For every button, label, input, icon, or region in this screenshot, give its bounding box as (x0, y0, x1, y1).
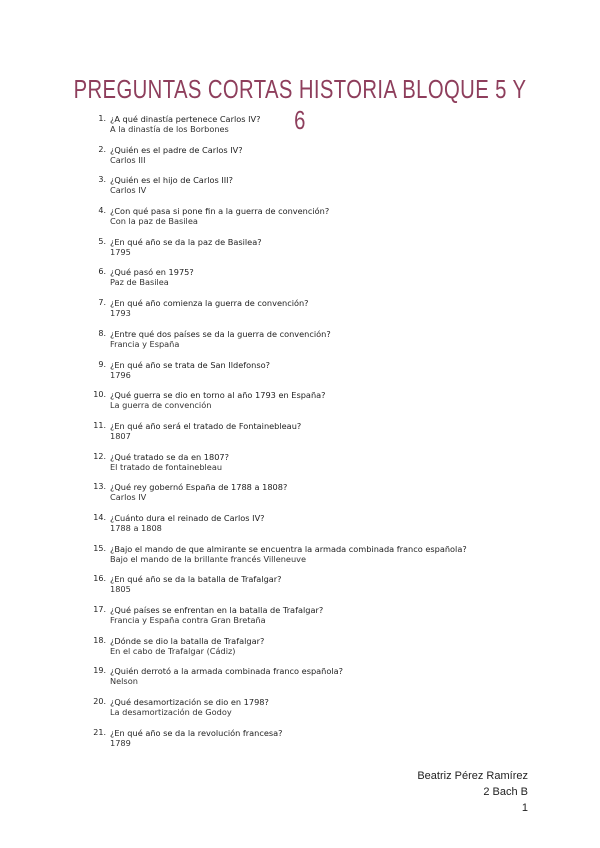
answer-text: 1788 a 1808 (110, 522, 162, 533)
page-number: 1 (521, 802, 528, 814)
answer-text: 1793 (110, 308, 131, 319)
answer-text: Paz de Basilea (110, 277, 169, 288)
question-text: ¿En qué año será el tratado de Fontainebleau? (110, 420, 302, 431)
question-number: 18. (93, 635, 106, 645)
page-title: PREGUNTAS CORTAS HISTORIA BLOQUE 5 Y 6 (73, 74, 527, 135)
question-item (90, 114, 550, 145)
question-number: 1. (98, 114, 106, 123)
question-text: ¿En qué año se da la batalla de Trafalgar? (110, 574, 282, 585)
question-number: 16. (93, 574, 106, 584)
question-number: 17. (93, 605, 106, 614)
question-item (90, 605, 550, 636)
answer-text: 1807 (110, 430, 131, 441)
answer-text: Nelson (110, 676, 138, 687)
question-number: 7. (98, 298, 106, 308)
question-item (90, 452, 550, 483)
question-text: ¿Qué desamortización se dio en 1798? (110, 697, 269, 708)
answer-text: Con la paz de Basilea (110, 216, 198, 227)
question-text: ¿Qué países se enfrentan en la batalla de Trafalgar? (110, 605, 324, 615)
question-item (90, 206, 550, 237)
answer-text: En el cabo de Trafalgar (Cádiz) (110, 645, 236, 656)
answer-text: 1805 (110, 584, 131, 595)
question-item (90, 666, 550, 697)
question-item (90, 267, 550, 298)
question-item (90, 421, 550, 452)
question-text: ¿Entre qué dos países se da la guerra de convención? (110, 328, 331, 339)
question-text: ¿Qué rey gobernó España de 1788 a 1808? (110, 482, 288, 493)
question-text: ¿Cuánto dura el reinado de Carlos IV? (110, 512, 265, 523)
answer-text: Carlos IV (110, 185, 147, 196)
question-item (90, 329, 550, 360)
question-item (90, 544, 550, 575)
question-text: ¿Qué guerra se dio en torno al año 1793 en España? (110, 390, 326, 401)
answer-text: 1795 (110, 246, 131, 257)
question-number: 15. (93, 543, 106, 553)
question-number: 11. (93, 420, 106, 430)
answer-text: Francia y España contra Gran Bretaña (110, 615, 266, 625)
question-text: ¿En qué año se trata de San Ildefonso? (110, 359, 270, 370)
question-item (90, 237, 550, 268)
question-number: 10. (93, 390, 106, 400)
question-number: 8. (98, 328, 106, 338)
question-number: 14. (93, 512, 106, 522)
question-number: 4. (98, 206, 106, 216)
question-number: 13. (93, 482, 106, 492)
answer-text: La guerra de convención (110, 400, 212, 411)
question-text: ¿En qué año comienza la guerra de convención? (110, 298, 309, 309)
question-text: ¿Dónde se dio la batalla de Trafalgar? (110, 635, 265, 646)
class-label: 2 Bach B (483, 786, 528, 798)
question-text: ¿Qué tratado se da en 1807? (110, 451, 229, 462)
question-item (90, 360, 550, 391)
question-text: ¿Quién es el padre de Carlos IV? (110, 144, 243, 155)
answer-text: Bajo el mando de la brillante francés Villeneuve (110, 553, 307, 564)
question-item (90, 574, 550, 605)
author-name: Beatriz Pérez Ramírez (417, 770, 528, 782)
question-list (90, 114, 550, 758)
question-text: ¿Con qué pasa si pone fin a la guerra de convención? (110, 206, 330, 217)
question-number: 19. (93, 666, 106, 676)
question-text: ¿Quién es el hijo de Carlos III? (110, 175, 233, 186)
question-number: 5. (98, 236, 106, 246)
question-number: 21. (93, 727, 106, 737)
question-text: ¿En qué año se da la paz de Basilea? (110, 236, 262, 247)
question-item (90, 636, 550, 667)
question-text: ¿Bajo el mando de que almirante se encuentra la armada combinada franco española? (110, 543, 467, 554)
answer-text: La desamortización de Godoy (110, 707, 232, 718)
footer (417, 768, 528, 816)
question-item (90, 175, 550, 206)
question-item (90, 513, 550, 544)
answer-text: Carlos III (110, 154, 146, 165)
question-number: 3. (98, 175, 106, 185)
question-text: ¿Quién derrotó a la armada combinada franco española? (110, 666, 344, 677)
answer-text: Francia y España (110, 338, 180, 349)
question-text: ¿Qué pasó en 1975? (110, 267, 194, 278)
question-item (90, 728, 550, 759)
question-number: 12. (93, 451, 106, 461)
answer-text: A la dinastía de los Borbones (110, 124, 229, 134)
question-item (90, 298, 550, 329)
question-text: ¿En qué año se da la revolución francesa? (110, 727, 283, 738)
answer-text: 1789 (110, 737, 131, 748)
answer-text: Carlos IV (110, 492, 147, 503)
question-number: 9. (98, 359, 106, 369)
question-item (90, 697, 550, 728)
question-text: ¿A qué dinastía pertenece Carlos IV? (110, 114, 261, 124)
question-item (90, 482, 550, 513)
question-number: 2. (98, 144, 106, 154)
question-number: 6. (98, 267, 106, 277)
question-item (90, 145, 550, 176)
answer-text: 1796 (110, 369, 131, 380)
question-item (90, 390, 550, 421)
answer-text: El tratado de fontainebleau (110, 461, 223, 472)
question-number: 20. (93, 697, 106, 707)
